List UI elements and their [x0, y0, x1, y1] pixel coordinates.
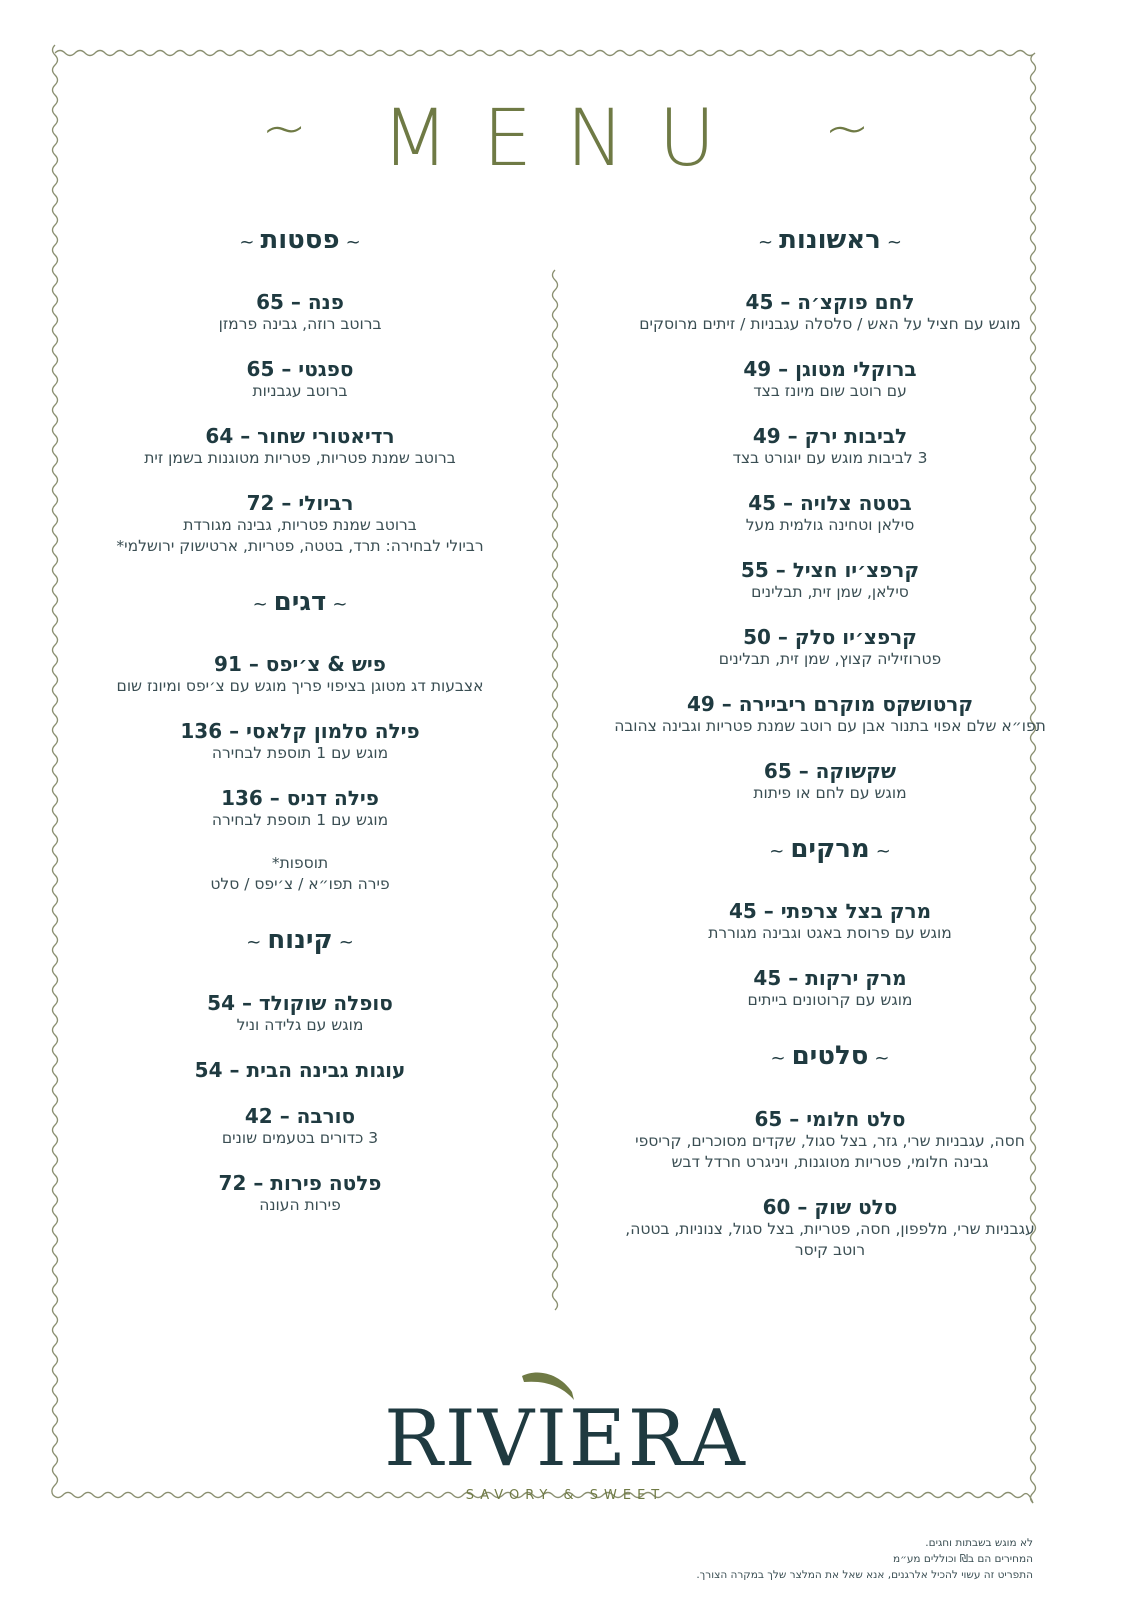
item-name: קרטושקס מוקרם ריביירה – 49 — [686, 692, 974, 717]
menu-item — [565, 491, 1095, 536]
item-name: עוגות גבינה הבית – 54 — [194, 1057, 406, 1082]
item-desc: סילאן, שמן זית, תבלינים — [751, 583, 909, 602]
section-pastas — [50, 225, 550, 557]
menu-item — [50, 357, 550, 402]
item-name: קרפצ׳יו סלק – 50 — [743, 625, 917, 650]
section-starters — [565, 225, 1095, 804]
item-name: בטטה צלויה – 45 — [748, 491, 912, 516]
item-desc-note: רביולי לבחירה: תרד, בטטה, פטריות, ארטישוק ירושלמי* — [116, 537, 484, 556]
item-name: סורבה – 42 — [244, 1103, 356, 1128]
item-name: שקשוקה – 65 — [763, 759, 897, 784]
title-tilde-left: ~ — [261, 97, 307, 160]
item-name: קרפצ׳יו חציל – 55 — [740, 558, 920, 583]
item-desc: ברוטב שמנת פטריות, גבינה מגורדת — [183, 516, 417, 535]
section-desserts — [50, 925, 550, 1215]
item-name: סלט חלומי – 65 — [754, 1106, 906, 1131]
section-salads — [565, 1041, 1095, 1260]
menu-item — [50, 290, 550, 335]
item-desc: פטרוזיליה קצוץ, שמן זית, תבלינים — [718, 650, 942, 669]
item-desc: מוגש עם קרוטונים בייתים — [747, 991, 913, 1010]
menu-item — [565, 357, 1095, 402]
menu-item — [50, 491, 550, 557]
menu-item — [565, 424, 1095, 469]
item-name: לביבות ירק – 49 — [752, 424, 908, 449]
menu-item — [50, 719, 550, 764]
item-desc: מוגש עם לחם או פיתות — [753, 784, 907, 803]
menu-item — [565, 899, 1095, 944]
menu-item — [50, 652, 550, 697]
menu-item — [565, 558, 1095, 603]
menu-item — [50, 1171, 550, 1216]
footnotes — [696, 1535, 1033, 1583]
menu-title-text: MENU — [381, 94, 750, 184]
item-name: מרק ירקות – 45 — [753, 966, 907, 991]
item-desc: חסה, עגבניות שרי, גזר, בצל סגול, שקדים מסוכרים, קריספי גבינה חלומי, פטריות מטוגנות, ויניגרט חרדל דבש — [635, 1131, 1025, 1171]
section-fish — [50, 587, 550, 895]
item-name: לחם פוקצ׳ה – 45 — [745, 290, 915, 315]
menu-item — [50, 991, 550, 1036]
item-name: ברוקלי מטוגן – 49 — [743, 357, 917, 382]
section-title: ~קינוח~ — [246, 925, 354, 956]
title-tilde-right: ~ — [824, 97, 870, 160]
item-name: פלטה פירות – 72 — [218, 1170, 382, 1195]
menu-item — [565, 625, 1095, 670]
logo-name: RIVIERA — [384, 1394, 747, 1484]
logo-tagline: SAVORY & SWEET — [465, 1488, 666, 1503]
section-title: ~דגים~ — [252, 587, 348, 618]
side-dishes — [50, 853, 550, 895]
item-desc: ברוטב שמנת פטריות, פטריות מטוגנות בשמן זית — [144, 449, 456, 468]
menu-item — [50, 1058, 550, 1082]
item-desc: מוגש עם 1 תוספת לבחירה — [211, 811, 389, 830]
menu-item — [50, 1104, 550, 1149]
section-soups — [565, 834, 1095, 1011]
item-name: פיש & צ׳יפס – 91 — [214, 652, 386, 677]
item-desc: ברוטב עגבניות — [252, 382, 348, 401]
menu-item — [565, 966, 1095, 1011]
menu-item — [565, 1195, 1095, 1261]
item-desc: מוגש עם גלידה וניל — [236, 1015, 364, 1034]
menu-title — [0, 94, 1131, 184]
item-desc: מוגש עם חציל על האש / סלסלה עגבניות / זיתים מרוסקים — [639, 315, 1021, 334]
item-desc: 3 לביבות מוגש עם יוגורט בצד — [732, 449, 928, 468]
item-name: רדיאטורי שחור – 64 — [205, 424, 395, 449]
side-dishes-title: תוספות* — [271, 854, 329, 873]
menu-item — [565, 1107, 1095, 1173]
side-dishes-list: פירה תפו״א / צ׳יפס / סלט — [210, 875, 390, 894]
item-desc: 3 כדורים בטעמים שונים — [221, 1128, 379, 1147]
item-name: רביולי – 72 — [246, 491, 354, 516]
section-title: ~ראשונות~ — [758, 225, 902, 255]
item-desc: תפו״א שלם אפוי בתנור אבן עם רוטב שמנת פטריות וגבינה צהובה — [614, 717, 1046, 736]
menu-column-left — [50, 225, 550, 1238]
item-name: פילה דניס – 136 — [221, 786, 379, 811]
section-title: ~סלטים~ — [770, 1041, 890, 1072]
item-desc: פירות העונה — [259, 1195, 341, 1214]
menu-item — [50, 424, 550, 469]
item-desc: אצבעות דג מטוגן בציפוי פריך מוגש עם צ׳יפס ומיונז שום — [116, 677, 484, 696]
menu-item — [565, 290, 1095, 335]
item-desc: סילאן וטחינה גולמית מעל — [745, 516, 915, 535]
section-title: ~מרקים~ — [769, 834, 891, 865]
item-desc: עם רוטב שום מיונז בצד — [753, 382, 907, 401]
footnote-line: התפריט זה עשוי להכיל אלרגנים, אנא שאל את המלצר שלך במקרה הצורך. — [696, 1569, 1033, 1581]
item-name: מרק בצל צרפתי – 45 — [728, 899, 932, 924]
item-desc: מוגש עם פרוסת באגט וגבינה מגוררת — [708, 924, 952, 943]
item-name: פנה – 65 — [256, 290, 344, 315]
item-name: ספגטי – 65 — [246, 357, 354, 382]
menu-column-right — [565, 225, 1095, 1283]
item-name: סלט שוק – 60 — [762, 1194, 898, 1219]
item-name: סופלה שוקולד – 54 — [207, 990, 393, 1015]
footnote-line: המחירים הם ב₪ וכוללים מע״מ — [892, 1553, 1033, 1565]
item-name: פילה סלמון קלאסי – 136 — [180, 719, 420, 744]
section-title: ~פסטות~ — [239, 225, 361, 255]
menu-item — [565, 759, 1095, 804]
footnote-line: לא מוגש בשבתות וחגים. — [925, 1537, 1033, 1549]
menu-item — [50, 786, 550, 831]
item-desc: ברוטב רוזה, גבינה פרמזן — [218, 315, 382, 334]
menu-item — [565, 692, 1095, 737]
item-desc: מוגש עם 1 תוספת לבחירה — [211, 744, 389, 763]
item-desc: עגבניות שרי, מלפפון, חסה, פטריות, בצל סגול, צנוניות, בטטה, רוטב קיסר — [625, 1219, 1035, 1259]
